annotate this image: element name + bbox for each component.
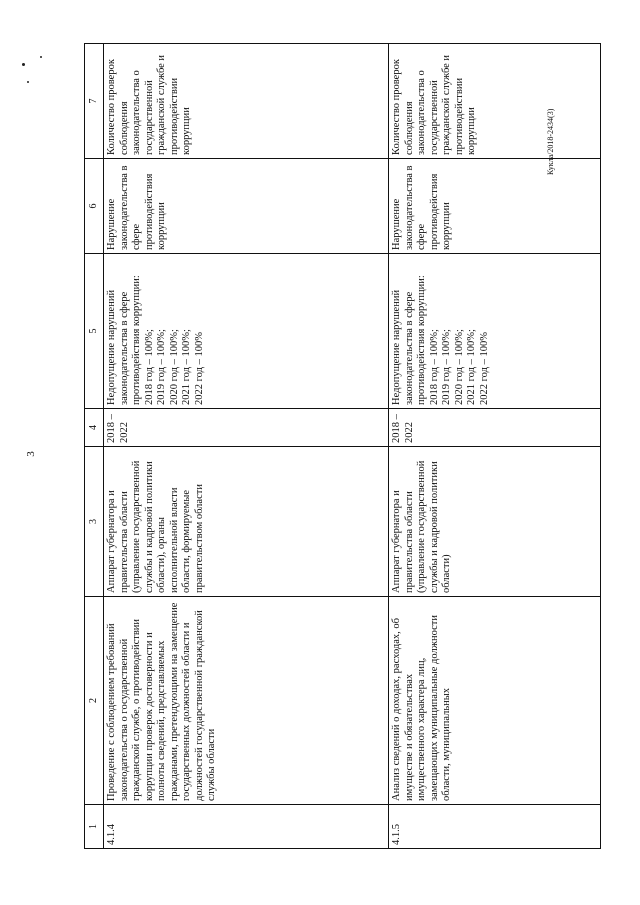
indicator-cell: Количество проверок соблюдения законодательства о государственной гражданской службе и противодействии коррупции xyxy=(104,44,389,159)
executor-cell: Аппарат губернатора и правительства области (управление государственной службы и кадровой политики области) xyxy=(389,447,601,597)
table-row xyxy=(104,44,389,849)
scan-speck xyxy=(27,81,29,83)
measure-cell: Проведение с соблюдением требований законодательства о государственной гражданской службе, о противодействии коррупции проверок достоверности и полноты сведений, представляемых гражданами, претендующими на замещение государственных должностей области и должностей государственной гражданской службы области xyxy=(104,597,389,805)
column-header: 2 xyxy=(85,597,104,805)
scan-speck xyxy=(22,63,25,66)
page-number: 3 xyxy=(24,451,37,457)
column-header: 7 xyxy=(85,44,104,159)
indicator-cell: Количество проверок соблюдения законодательства о государственной гражданской службе и противодействии коррупции xyxy=(389,44,601,159)
row-code: 4.1.4 xyxy=(104,805,389,849)
result-cell: Недопущение нарушений законодательства в сфере противодействия коррупции: 2018 год – 100%; 2019 год – 100%; 2020 год – 100%; 2021 год – 100%; 2022 год – 100% xyxy=(104,254,389,409)
column-header: 5 xyxy=(85,254,104,409)
column-header: 4 xyxy=(85,409,104,447)
risk-cell: Нарушение законодательства в сфере противодействия коррупции xyxy=(389,159,601,254)
document-code: Кукла/2018-2434(3) xyxy=(546,108,555,175)
column-header: 6 xyxy=(85,159,104,254)
period-cell: 2018 – 2022 xyxy=(389,409,601,447)
measures-table-rotated xyxy=(84,44,601,849)
period-cell: 2018 – 2022 xyxy=(104,409,389,447)
risk-cell: Нарушение законодательства в сфере противодействия коррупции xyxy=(104,159,389,254)
column-header: 1 xyxy=(85,805,104,849)
result-cell: Недопущение нарушений законодательства в сфере противодействия коррупции: 2018 год – 100%; 2019 год – 100%; 2020 год – 100%; 2021 год – 100%; 2022 год – 100% xyxy=(389,254,601,409)
measures-table xyxy=(84,43,601,849)
column-header: 3 xyxy=(85,447,104,597)
executor-cell: Аппарат губернатора и правительства области (управление государственной службы и кадровой политики области), органы исполнительной власти области, формируемые правительством области xyxy=(104,447,389,597)
scan-speck xyxy=(40,56,42,58)
header-row xyxy=(85,44,104,849)
table-row xyxy=(389,44,601,849)
row-code: 4.1.5 xyxy=(389,805,601,849)
measure-cell: Анализ сведений о доходах, расходах, об имуществе и обязательствах имущественного характера лиц, замещающих муниципальные должности области, муниципальных xyxy=(389,597,601,805)
